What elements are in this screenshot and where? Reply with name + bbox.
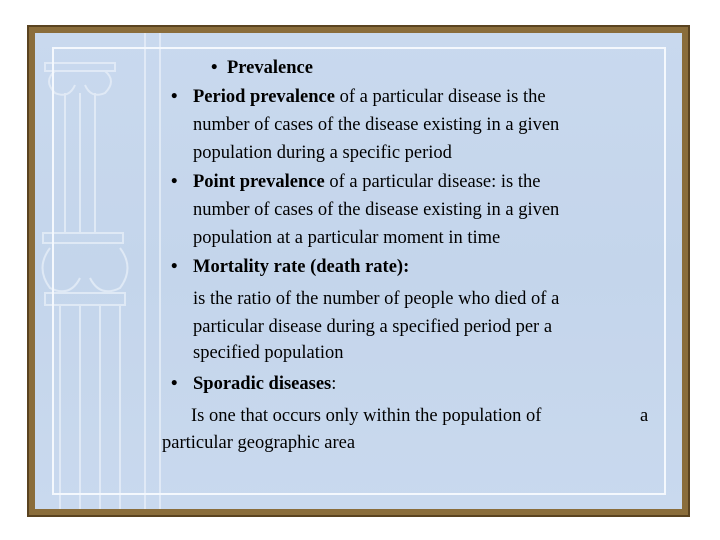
text-line: a bbox=[640, 406, 649, 426]
bullet-icon: • bbox=[171, 87, 178, 107]
bullet-icon: • bbox=[171, 172, 178, 192]
bullet-icon: • bbox=[211, 58, 218, 78]
bullet-icon: • bbox=[171, 374, 178, 394]
bullet-icon: • bbox=[171, 257, 178, 277]
text-line: population at a particular moment in time bbox=[193, 228, 501, 248]
text-line: particular disease during a specified period per a bbox=[193, 317, 553, 337]
text-line: Is one that occurs only within the population of bbox=[191, 406, 542, 426]
text-line: number of cases of the disease existing in a given bbox=[193, 115, 560, 135]
text-line: population during a specific period bbox=[193, 143, 452, 163]
bullet-heading-prevalence: Prevalence bbox=[227, 58, 313, 78]
bullet-heading-point-prevalence: Point prevalence of a particular disease: is the bbox=[193, 172, 541, 192]
text-line: particular geographic area bbox=[162, 433, 356, 453]
bullet-heading-sporadic-diseases: Sporadic diseases: bbox=[193, 374, 337, 394]
text-line: number of cases of the disease existing in a given bbox=[193, 200, 560, 220]
bullet-heading-period-prevalence: Period prevalence of a particular disease is the bbox=[193, 87, 546, 107]
bullet-heading-mortality-rate: Mortality rate (death rate): bbox=[193, 257, 410, 277]
text-line: specified population bbox=[193, 343, 344, 363]
text-line: is the ratio of the number of people who died of a bbox=[193, 289, 560, 309]
